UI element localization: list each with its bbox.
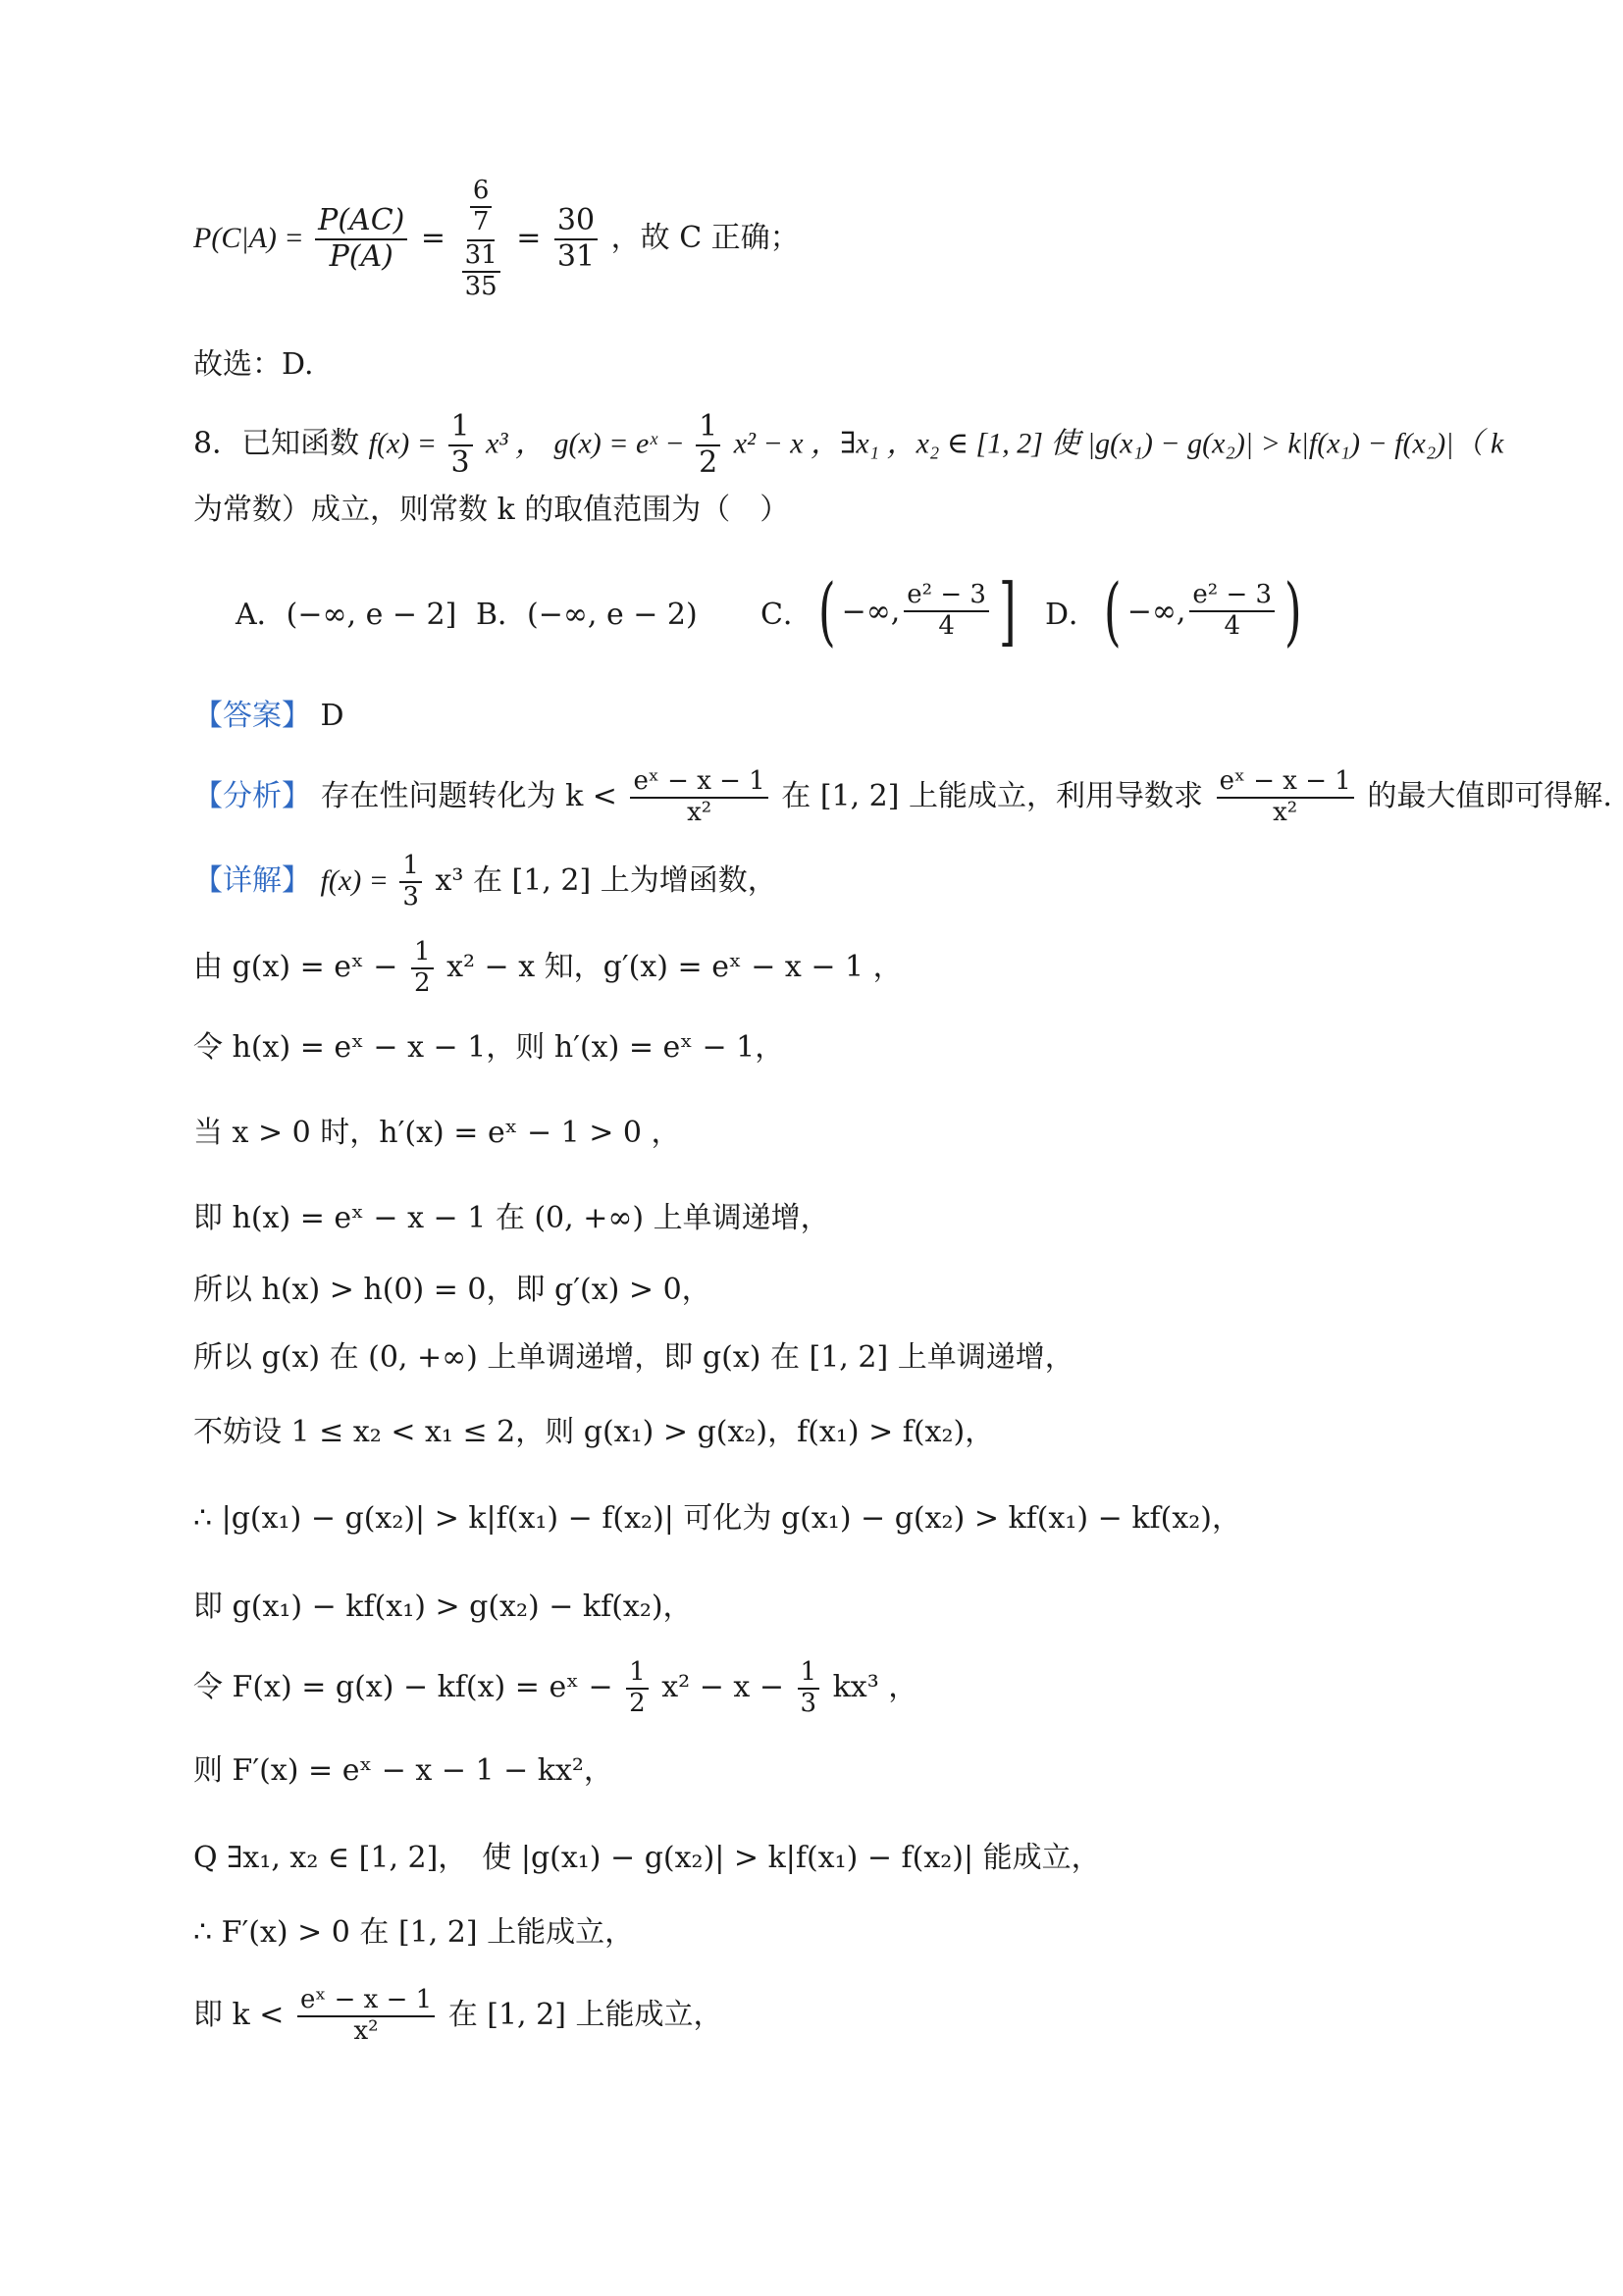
step-11: 则 F′(x) = eˣ − x − 1 − kx²， [193,1753,613,1788]
analysis-line: 【分析】 存在性问题转化为 k < $\frac{\text{eˣ − x − 1}}{\text{x²}}$ 在 [1, 2] 上能成立，利用导数求 $\frac{\text{eˣ − x − 1}}{\text{x²}}$ 的最大值即可得解. [193,766,1612,827]
option-a: A．(−∞, e − 2] [236,598,457,632]
step-6: 所以 g(x) 在 (0, +∞) 上单调递增，即 g(x) 在 [1, 2] 上单调递增， [193,1340,1074,1375]
text: P(C|A) = [193,221,312,254]
question-8-line-1: 8．已知函数 f(x) = $\frac{1}{3}$ x³ ， g(x) = eˣ − $\frac{1}{2}$ x² − x ，∃x₁ ，x₂ ∈ [1, 2] 使 |g(x₁) − g(x₂)| > k|f(x₁) − f(x₂)|（ k [193,409,1504,480]
step-14: 即 k < $\frac{\text{eˣ − x − 1}}{\text{x²}}$ 在 [1, 2] 上能成立， [193,1985,723,2046]
equals: = [420,220,446,255]
line-choose-d: 故选：D. [193,347,314,382]
answer-line: 【答案】 D [193,699,344,733]
option-d: D． ( −∞, $\frac{\text{e² − 3}}{4}$ ) [1045,567,1302,654]
step-10: 令 F(x) = g(x) − kf(x) = eˣ − $\frac{1}{2}$ x² − x − $\frac{1}{3}$ kx³ ， [193,1657,918,1718]
fraction: $\frac{30}{31}$ [554,204,598,274]
option-c: C． ( −∞, $\frac{\text{e² − 3}}{4}$ ] [760,567,1017,654]
step-3: 当 x > 0 时，h′(x) = eˣ − 1 > 0 ， [193,1116,681,1150]
question-8-line-2: 为常数）成立，则常数 k 的取值范围为（ ） [193,493,790,527]
detail-line: 【详解】 f(x) = $\frac{1}{3}$ x³ 在 [1, 2] 上为增函数， [193,851,777,912]
option-b: B．(−∞, e − 2) [476,598,698,632]
fraction: $\frac{P(AC)}{P(A)}$ [315,204,407,274]
answer-options [236,567,1308,654]
step-1: 由 g(x) = eˣ − $\frac{1}{2}$ x² − x 知，g′(x) = eˣ − x − 1 ， [193,937,903,998]
step-4: 即 h(x) = eˣ − x − 1 在 (0, +∞) 上单调递增， [193,1201,830,1235]
step-2: 令 h(x) = eˣ − x − 1，则 h′(x) = eˣ − 1， [193,1030,785,1065]
step-13: ∴ F′(x) > 0 在 [1, 2] 上能成立， [193,1915,635,1950]
step-7: 不妨设 1 ≤ x₂ < x₁ ≤ 2，则 g(x₁) > g(x₂)，f(x₁) > f(x₂)， [193,1415,995,1449]
line-conditional-probability: P(C|A) = $\frac{P(AC)}{P(A)}$ = $\frac{\frac{6}{7}}{\frac{31}{35}}$ = $\frac{30}{31}$ ，故 C 正确； [193,176,800,301]
step-12: Q ∃x₁, x₂ ∈ [1, 2]， 使 |g(x₁) − g(x₂)| > k|f(x₁) − f(x₂)| 能成立， [193,1841,1101,1875]
step-9: 即 g(x₁) − kf(x₁) > g(x₂) − kf(x₂)， [193,1590,693,1624]
step-5: 所以 h(x) > h(0) = 0，即 g′(x) > 0， [193,1273,711,1307]
step-8: ∴ |g(x₁) − g(x₂)| > k|f(x₁) − f(x₂)| 可化为 g(x₁) − g(x₂) > kf(x₁) − kf(x₂)， [193,1501,1241,1536]
nested-fraction: $\frac{\frac{6}{7}}{\frac{31}{35}}$ [459,177,503,302]
